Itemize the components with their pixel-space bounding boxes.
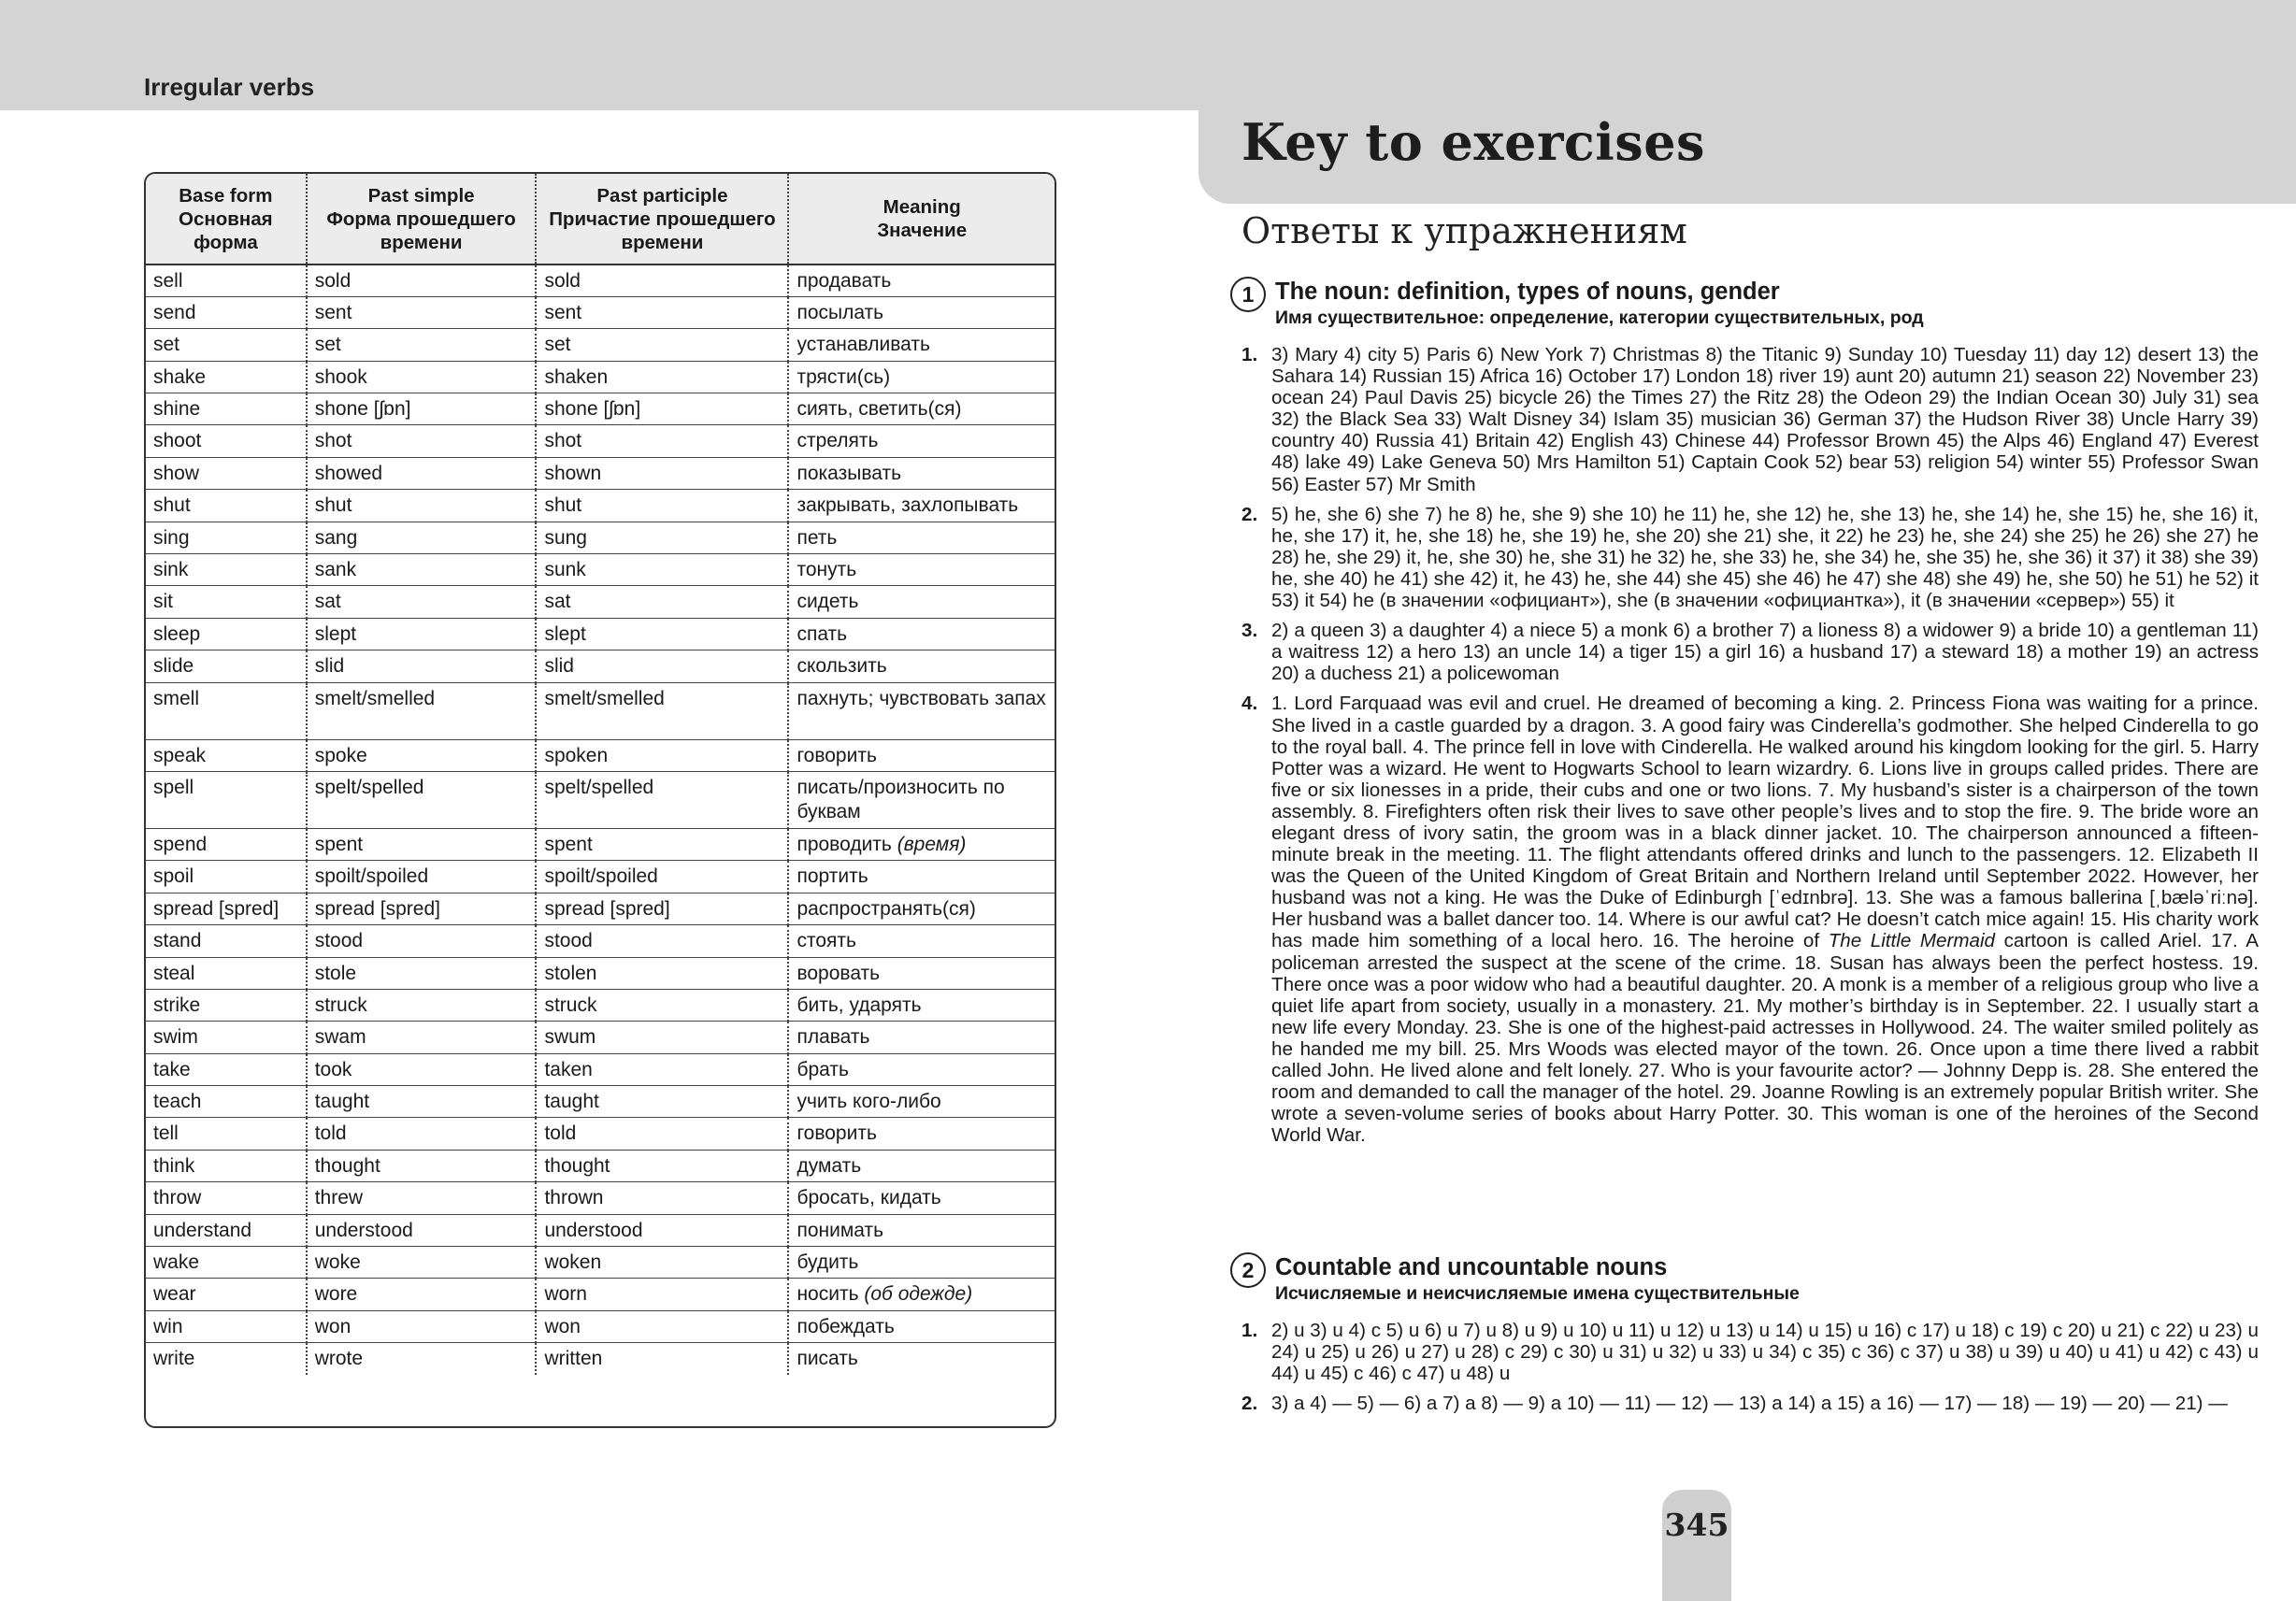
header-past-participle: Past participle Причастие прошедшего времени [536, 174, 788, 264]
table-row [146, 425, 1055, 457]
table-row [146, 1118, 1055, 1150]
base-form-cell: speak [146, 739, 307, 771]
base-form-cell: win [146, 1310, 307, 1342]
answer-item: 4. 1. Lord Farquaad was evil and cruel. He dreamed of becoming a king. 2. Princess Fiona was waiting for a prince. She lived in a castle guarded by a dragon. 3. A good fairy was Cinderella’s godmother. She helped Cinderella to go to the royal ball. 4. The prince fell in love with Cinderella. He walked around his kingdom looking for the girl. 5. Harry Potter was a wizard. He went to Hogwarts School to learn wizardry. 6. Lions live in groups called prides. There are five or six lionesses in a pride, their cubs and one or two lions. 7. My husband’s sister is a chairperson of the town assembly. 8. Firefighters often risk their lives to save other people’s lives and to stop the fire. 9. The bride wore an elegant dress of ivory satin, the groom was in a black dinner jacket. 10. The chairperson announced a fifteen-minute break in the meeting. 11. The flight attendants offered drinks and lunch to the passengers. 12. Elizabeth II was the Queen of the United Kingdom of Great Britain and Northern Ireland until September 2022. However, her husband was not a king. He was the Duke of Edinburgh [ˈedɪnbrə]. 13. She was a famous ballerina [ˌbæləˈriːnə]. Her husband was a ballet dancer too. 14. Where is our awful cat? He doesn’t catch mice again! 15. His charity work has made him something of a local hero. 16. The heroine of The Little Mermaid cartoon is called Ariel. 17. A policeman arrested the suspect at the scene of the crime. 18. Susan has always been the perfect hostess. 19. There once was a poor widow who had a beautiful daughter. 20. A monk is a member of a religious group who live a quiet life apart from society, usually in a monastery. 21. My mother’s birthday is in September. 22. I usually start a new life every Monday. 23. She is one of the highest-paid actresses in Hollywood. 24. The waiter smiled politely as he handed me my bill. 25. Mrs Woods was elected mayor of the town. 26. Once upon a time there lived a rabbit called John. He lived alone and felt lonely. 27. Who is your favourite actor? — Johnny Depp is. 28. She entered the room and demanded to call the manager of the hotel. 29. Joanne Rowling is an extremely popular British writer. She wrote a seven-volume series of books about Harry Potter. 30. This woman is one of the heroines of the Second World War. [1241, 693, 2259, 1147]
base-form-cell: set [146, 329, 307, 361]
past-participle-cell: worn [536, 1279, 788, 1310]
table-row [146, 771, 1055, 828]
base-form-cell: sing [146, 522, 307, 553]
table-row [146, 554, 1055, 586]
table-row [146, 490, 1055, 522]
meaning-cell: учить кого-либо [788, 1086, 1055, 1118]
base-form-cell: spoil [146, 861, 307, 893]
section-2-heading [1230, 1252, 2259, 1305]
base-form-cell: show [146, 457, 307, 489]
base-form-cell: strike [146, 989, 307, 1021]
past-simple-cell: taught [307, 1086, 537, 1118]
base-form-cell: wear [146, 1279, 307, 1310]
table-row [146, 1022, 1055, 1053]
past-participle-cell: shut [536, 490, 788, 522]
meaning-cell: писать [788, 1343, 1055, 1375]
past-participle-cell: taken [536, 1053, 788, 1085]
past-simple-cell: slid [307, 650, 537, 682]
section-2 [1230, 1252, 2259, 1422]
past-participle-cell: shaken [536, 361, 788, 393]
meaning-cell: брать [788, 1053, 1055, 1085]
past-participle-cell: shone [ʃɒn] [536, 393, 788, 425]
meaning-cell: бросать, кидать [788, 1182, 1055, 1214]
past-participle-cell: thought [536, 1150, 788, 1181]
table-row [146, 264, 1055, 296]
base-form-cell: shine [146, 393, 307, 425]
table-row [146, 522, 1055, 553]
answer-item: 2. 5) he, she 6) she 7) he 8) he, she 9) she 10) he 11) he, she 12) he, she 13) he, she 14) he, she 15) he, she 16) it, he, she 17) it, he, she 18) he, she 19) he, she 20) she 21) she, it 22) he 23) he, she 24) she 25) he 26) she 27) he 28) he, she 29) it, he, she 30) he, she 31) he 32) he, she 33) he, she 34) he, she 35) he, she 36) it 37) it 38) she 39) he, she 40) he 41) she 42) it, he 43) he, she 44) she 45) she 46) he 47) she 48) she 49) he, she 50) he 51) he 52) it 53) it 54) he (в значении «официант»), she (в значении «официантка»), it (в значении «сервер») 55) it [1241, 503, 2259, 612]
past-simple-cell: showed [307, 457, 537, 489]
meaning-cell: воровать [788, 957, 1055, 989]
past-participle-cell: told [536, 1118, 788, 1150]
past-simple-cell: spelt/spelled [307, 771, 537, 828]
base-form-cell: take [146, 1053, 307, 1085]
base-form-cell: think [146, 1150, 307, 1181]
base-form-cell: stand [146, 925, 307, 957]
past-simple-cell: wore [307, 1279, 537, 1310]
meaning-cell: носить (об одежде) [788, 1279, 1055, 1310]
past-simple-cell: spoilt/spoiled [307, 861, 537, 893]
past-simple-cell: understood [307, 1214, 537, 1246]
meaning-cell: стрелять [788, 425, 1055, 457]
meaning-cell: посылать [788, 296, 1055, 328]
past-participle-cell: stolen [536, 957, 788, 989]
meaning-cell: сидеть [788, 586, 1055, 618]
meaning-cell: сиять, светить(ся) [788, 393, 1055, 425]
past-participle-cell: sung [536, 522, 788, 553]
base-form-cell: shoot [146, 425, 307, 457]
base-form-cell: understand [146, 1214, 307, 1246]
base-form-cell: steal [146, 957, 307, 989]
table-row [146, 925, 1055, 957]
past-simple-cell: spent [307, 828, 537, 860]
table-row [146, 1343, 1055, 1375]
past-simple-cell: sank [307, 554, 537, 586]
past-participle-cell: understood [536, 1214, 788, 1246]
past-participle-cell: set [536, 329, 788, 361]
header-past-simple: Past simple Форма прошедшего времени [307, 174, 537, 264]
past-simple-cell: thought [307, 1150, 537, 1181]
past-participle-cell: thrown [536, 1182, 788, 1214]
past-participle-cell: slept [536, 618, 788, 650]
past-simple-cell: took [307, 1053, 537, 1085]
past-participle-cell: spoken [536, 739, 788, 771]
section-title: The noun: definition, types of nouns, gender [1275, 279, 1780, 305]
answer-item: 1. 2) u 3) u 4) c 5) u 6) u 7) u 8) u 9) u 10) u 11) u 12) u 13) u 14) u 15) u 16) c 17) u 18) c 19) c 20) u 21) c 22) u 23) u 24) u 25) u 26) u 27) u 28) c 29) c 30) u 31) u 32) u 33) u 34) c 35) c 36) c 37) u 38) u 39) u 40) u 41) u 42) c 43) u 44) u 45) c 46) c 47) u 48) u [1241, 1320, 2259, 1385]
table-row [146, 1053, 1055, 1085]
past-participle-cell: spread [spred] [536, 893, 788, 924]
past-participle-cell: shot [536, 425, 788, 457]
past-simple-cell: spoke [307, 739, 537, 771]
past-simple-cell: swam [307, 1022, 537, 1053]
past-simple-cell: woke [307, 1247, 537, 1279]
past-participle-cell: sold [536, 264, 788, 296]
past-simple-cell: spread [spred] [307, 893, 537, 924]
past-participle-cell: swum [536, 1022, 788, 1053]
table-row [146, 650, 1055, 682]
past-simple-cell: stood [307, 925, 537, 957]
base-form-cell: teach [146, 1086, 307, 1118]
table-row [146, 861, 1055, 893]
past-participle-cell: smelt/smelled [536, 682, 788, 739]
meaning-cell: понимать [788, 1214, 1055, 1246]
meaning-cell: будить [788, 1247, 1055, 1279]
header-base-form: Base form Основная форма [146, 174, 307, 264]
base-form-cell: smell [146, 682, 307, 739]
past-simple-cell: sat [307, 586, 537, 618]
table-header-row [146, 174, 1055, 264]
past-simple-cell: set [307, 329, 537, 361]
meaning-cell: стоять [788, 925, 1055, 957]
running-header: Irregular verbs [144, 73, 315, 101]
past-simple-cell: wrote [307, 1343, 537, 1375]
answer-item: 2. 3) a 4) — 5) — 6) a 7) a 8) — 9) a 10) — 11) — 12) — 13) a 14) a 15) a 16) — 17) — 18) — 19) — 20) — 21) — [1241, 1393, 2228, 1415]
meaning-cell: думать [788, 1150, 1055, 1181]
base-form-cell: slide [146, 650, 307, 682]
key-title: Key to exercises [1241, 112, 1705, 172]
table-row [146, 828, 1055, 860]
table-row [146, 1150, 1055, 1181]
meaning-cell: показывать [788, 457, 1055, 489]
table-row [146, 361, 1055, 393]
past-participle-cell: struck [536, 989, 788, 1021]
page-number: 345 [1664, 1507, 1729, 1543]
base-form-cell: sell [153, 270, 183, 292]
section-1-heading [1230, 277, 2259, 329]
table-row [146, 682, 1055, 739]
table-row [146, 989, 1055, 1021]
meaning-cell: говорить [788, 739, 1055, 771]
past-simple-cell: shone [ʃɒn] [307, 393, 537, 425]
past-participle-cell: won [536, 1310, 788, 1342]
table-row [146, 1182, 1055, 1214]
past-simple-cell: threw [307, 1182, 537, 1214]
table-row [146, 586, 1055, 618]
past-participle-cell: sent [536, 296, 788, 328]
table-row [146, 296, 1055, 328]
table-row [146, 1279, 1055, 1310]
past-simple-cell: told [307, 1118, 537, 1150]
irregular-verbs-table [144, 172, 1056, 1428]
past-simple-cell: won [307, 1310, 537, 1342]
table-row [146, 1247, 1055, 1279]
base-form-cell: spread [spred] [146, 893, 307, 924]
past-simple-cell: stole [307, 957, 537, 989]
past-participle-cell: spelt/spelled [536, 771, 788, 828]
past-participle-cell: woken [536, 1247, 788, 1279]
meaning-cell: продавать [788, 264, 1055, 296]
table-row [146, 329, 1055, 361]
meaning-cell: плавать [788, 1022, 1055, 1053]
section-title: Countable and uncountable nouns [1275, 1254, 1668, 1280]
table-row [146, 618, 1055, 650]
base-form-cell: shake [146, 361, 307, 393]
base-form-cell: write [146, 1343, 307, 1375]
past-simple-cell: smelt/smelled [307, 682, 537, 739]
past-participle-cell: sat [536, 586, 788, 618]
table-row [146, 457, 1055, 489]
base-form-cell: sleep [146, 618, 307, 650]
past-participle-cell: shown [536, 457, 788, 489]
answer-item: 3. 2) a queen 3) a daughter 4) a niece 5) a monk 6) a brother 7) a lioness 8) a widower 9) a bride 10) a gentleman 11) a waitress 12) a hero 13) an uncle 14) a tiger 15) a girl 16) a husband 17) a steward 18) a mother 19) an actress 20) a duchess 21) a policewoman [1241, 620, 2259, 685]
meaning-cell: распространять(ся) [788, 893, 1055, 924]
past-participle-cell: taught [536, 1086, 788, 1118]
past-simple-cell: sang [307, 522, 537, 553]
meaning-cell: трясти(сь) [788, 361, 1055, 393]
table-row [146, 893, 1055, 924]
meaning-cell: говорить [788, 1118, 1055, 1150]
top-band [0, 0, 2296, 110]
section-number-badge: 1 [1230, 277, 1266, 312]
meaning-cell: скользить [788, 650, 1055, 682]
meaning-cell: проводить (время) [788, 828, 1055, 860]
section-number-badge: 2 [1230, 1252, 1266, 1288]
meaning-cell: устанавливать [788, 329, 1055, 361]
base-form-cell: sit [146, 586, 307, 618]
past-simple-cell: sold [307, 264, 537, 296]
table-row [146, 739, 1055, 771]
past-participle-cell: slid [536, 650, 788, 682]
base-form-cell: spend [146, 828, 307, 860]
meaning-cell: закрывать, захлопывать [788, 490, 1055, 522]
meaning-cell: бить, ударять [788, 989, 1055, 1021]
past-participle-cell: sunk [536, 554, 788, 586]
base-form-cell: tell [146, 1118, 307, 1150]
past-simple-cell: shot [307, 425, 537, 457]
table-row [146, 1214, 1055, 1246]
meaning-cell: пахнуть; чувствовать запах [788, 682, 1055, 739]
header-meaning: Meaning Значение [788, 174, 1055, 264]
past-simple-cell: shook [307, 361, 537, 393]
base-form-cell: spell [146, 771, 307, 828]
base-form-cell: throw [146, 1182, 307, 1214]
base-form-cell: send [146, 296, 307, 328]
past-simple-cell: shut [307, 490, 537, 522]
key-subtitle: Ответы к упражнениям [1241, 210, 1687, 251]
base-form-cell: sink [146, 554, 307, 586]
meaning-cell: тонуть [788, 554, 1055, 586]
base-form-cell: shut [146, 490, 307, 522]
meaning-cell: петь [788, 522, 1055, 553]
past-participle-cell: spoilt/spoiled [536, 861, 788, 893]
past-simple-cell: sent [307, 296, 537, 328]
table-row [146, 1086, 1055, 1118]
section-1 [1230, 277, 2259, 1154]
section-subtitle: Имя существительное: определение, категории существительных, род [1275, 307, 1924, 328]
table-row [146, 957, 1055, 989]
meaning-cell: спать [788, 618, 1055, 650]
table-row [146, 1310, 1055, 1342]
meaning-cell: побеждать [788, 1310, 1055, 1342]
past-simple-cell: struck [307, 989, 537, 1021]
base-form-cell: swim [146, 1022, 307, 1053]
past-participle-cell: written [536, 1343, 788, 1375]
past-participle-cell: stood [536, 925, 788, 957]
table-row [146, 393, 1055, 425]
meaning-cell: портить [788, 861, 1055, 893]
base-form-cell: wake [146, 1247, 307, 1279]
answer-item: 1. 3) Mary 4) city 5) Paris 6) New York 7) Christmas 8) the Titanic 9) Sunday 10) Tuesday 11) day 12) desert 13) the Sahara 14) Russian 15) Africa 16) October 17) London 18) river 19) aunt 20) autumn 21) season 22) November 23) ocean 24) Paul Davis 25) bicycle 26) the Times 27) the Ritz 28) the Odeon 29) the Indian Ocean 30) July 31) sea 32) the Black Sea 33) Walt Disney 34) Islam 35) musician 36) German 37) the Hudson River 38) Uncle Harry 39) country 40) Russia 41) Britain 42) English 43) Chinese 44) Professor Brown 45) the Alps 46) England 47) Everest 48) lake 49) Lake Geneva 50) Mrs Hamilton 51) Captain Cook 52) bear 53) religion 54) winter 55) Professor Swan 56) Easter 57) Mr Smith [1241, 344, 2259, 495]
meaning-cell: писать/произносить по буквам [788, 771, 1055, 828]
past-simple-cell: slept [307, 618, 537, 650]
section-subtitle: Исчисляемые и неисчисляемые имена существительные [1275, 1283, 1800, 1304]
past-participle-cell: spent [536, 828, 788, 860]
